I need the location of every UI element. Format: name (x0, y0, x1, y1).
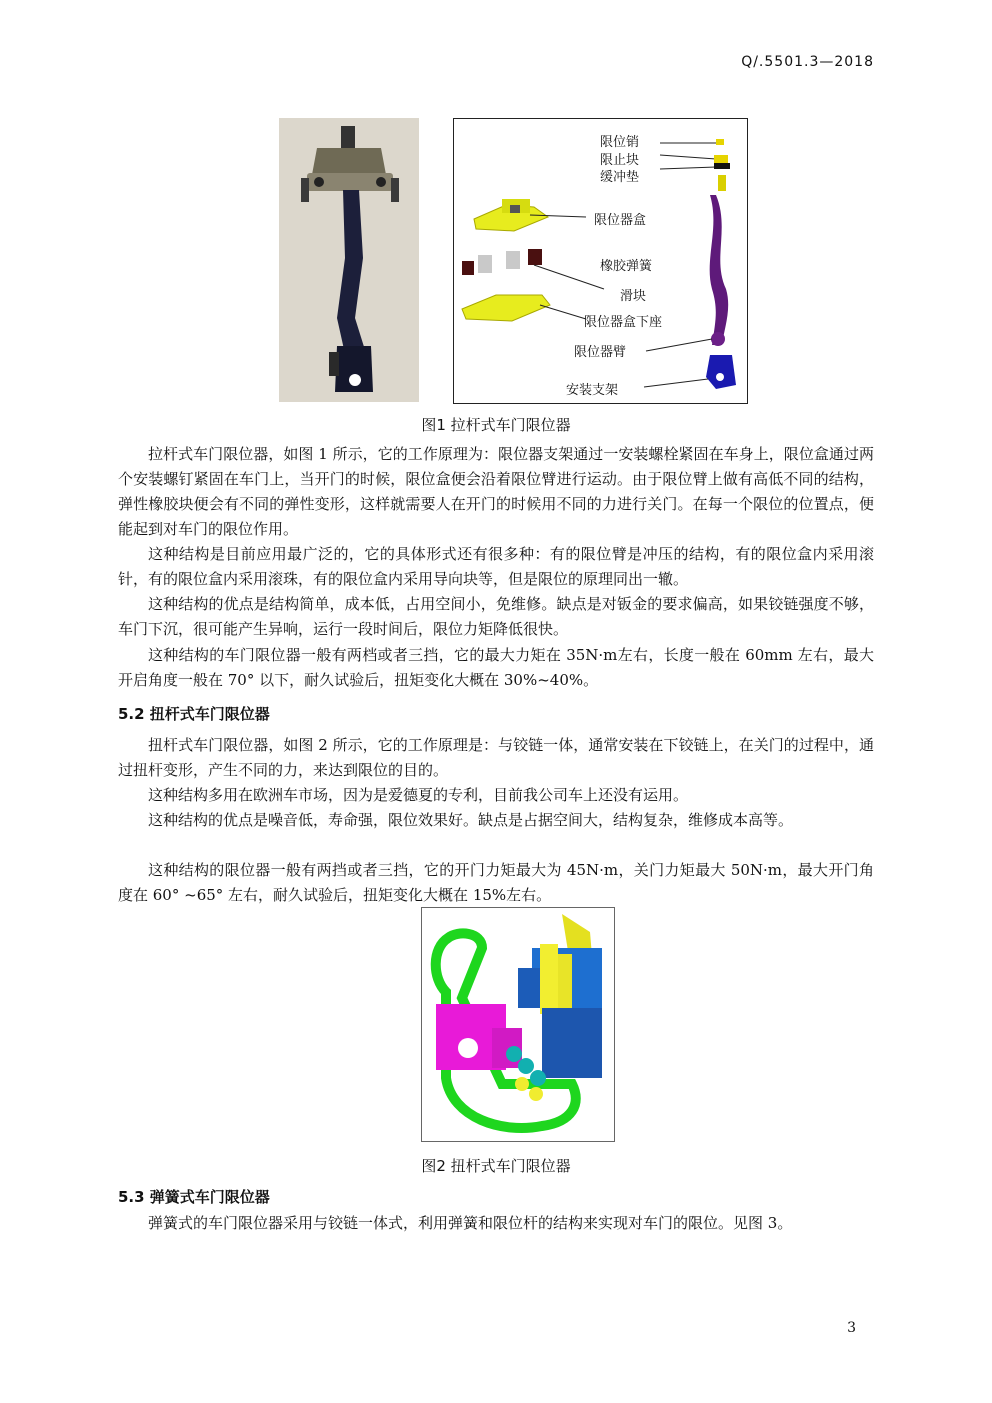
label-box-lower-seat: 限位器盒下座 (584, 315, 663, 330)
figure1-diagram (453, 118, 748, 404)
figure2-image (421, 907, 615, 1142)
label-slider: 滑块 (620, 289, 647, 304)
paragraph-5-1-c: 这种结构的优点是结构简单，成本低，占用空间小，免维修。缺点是对钣金的要求偏高，如果铰链强度不够，车门下沉，很可能产生异响，运行一段时间后，限位力矩降低很快。 (118, 595, 874, 638)
figure1-photo (279, 118, 419, 402)
section-5-3-title: 5.3 弹簧式车门限位器 (118, 1188, 270, 1206)
paragraph-5-2-c: 这种结构的优点是噪音低，寿命强，限位效果好。缺点是占据空间大，结构复杂，维修成本高等。 (148, 811, 794, 829)
page-number: 3 (847, 1320, 856, 1336)
paragraph-5-1-a: 拉杆式车门限位器，如图 1 所示，它的工作原理为：限位器支架通过一安装螺栓紧固在车身上，限位盒通过两个安装螺钉紧固在车门上，当开门的时候，限位盒便会沿着限位臂进行运动。由于限位臂上做有高低不同的结构，弹性橡胶块便会有不同的弹性变形，这样就需要人在开门的时候用不同的力进行关门。在每一个限位的位置点，便能起到对车门的限位作用。 (118, 445, 874, 538)
door-check-photo (279, 118, 419, 402)
section-5-2-title: 5.2 扭杆式车门限位器 (118, 705, 270, 723)
paragraph-5-2-b: 这种结构多用在欧洲车市场，因为是爱德夏的专利，目前我公司车上还没有运用。 (148, 786, 689, 804)
torsion-bar-stopper-drawing (422, 908, 614, 1141)
label-buffer-pad: 缓冲垫 (600, 170, 640, 185)
figure1-caption: 图1 拉杆式车门限位器 (421, 416, 571, 434)
document-code: Q/.5501.3—2018 (741, 54, 874, 70)
label-limit-pin: 限位销 (600, 135, 640, 150)
paragraph-5-1-b: 这种结构是目前应用最广泛的，它的具体形式还有很多种：有的限位臂是冲压的结构，有的限位盒内采用滚针，有的限位盒内采用滚珠，有的限位盒内采用导向块等，但是限位的原理同出一辙。 (118, 545, 874, 588)
figure2-caption: 图2 扭杆式车门限位器 (421, 1157, 571, 1175)
label-mounting-bracket: 安装支架 (566, 383, 619, 398)
label-rubber-spring: 橡胶弹簧 (600, 259, 653, 274)
label-stop-block: 限止块 (600, 153, 640, 168)
paragraph-5-3-a: 弹簧式的车门限位器采用与铰链一体式，利用弹簧和限位杆的结构来实现对车门的限位。见图 3。 (148, 1214, 793, 1232)
paragraph-5-1-d: 这种结构的车门限位器一般有两档或者三挡，它的最大力矩在 35N·m左右，长度一般在 60mm 左右，最大开启角度一般在 70° 以下，耐久试验后，扭矩变化大概在 30%~40%。 (118, 646, 874, 689)
label-stopper-arm: 限位器臂 (574, 345, 627, 360)
paragraph-5-2-d: 这种结构的限位器一般有两挡或者三挡，它的开门力矩最大为 45N·m，关门力矩最大 50N·m，最大开门角度在 60° ~65° 左右，耐久试验后，扭矩变化大概在 15%左右。 (118, 861, 874, 904)
label-stopper-box: 限位器盒 (594, 213, 647, 228)
paragraph-5-2-a: 扭杆式车门限位器，如图 2 所示，它的工作原理是：与铰链一体，通常安装在下铰链上，在关门的过程中，通过扭杆变形，产生不同的力，来达到限位的目的。 (118, 736, 874, 779)
